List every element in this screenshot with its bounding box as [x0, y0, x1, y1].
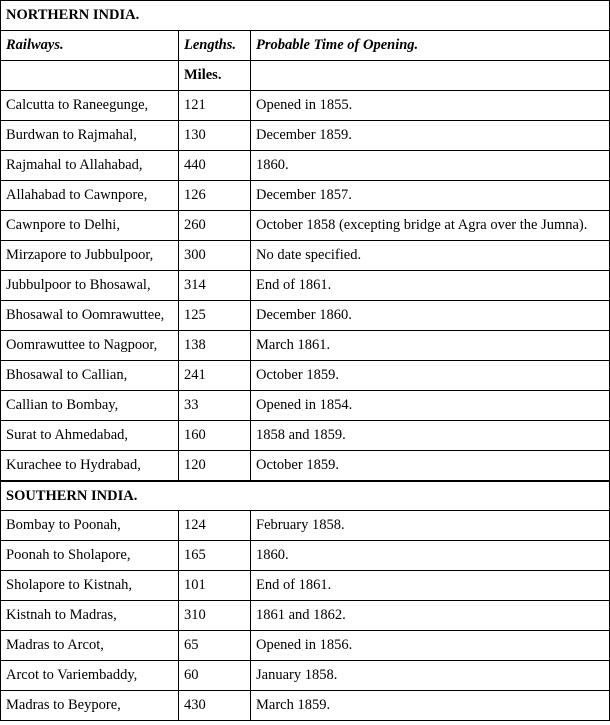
- miles-cell: 60: [179, 661, 251, 691]
- table-row: [1, 331, 610, 361]
- route-cell: Mirzapore to Jubbulpoor,: [1, 241, 179, 271]
- table-row: [1, 361, 610, 391]
- table-row: [1, 511, 610, 541]
- route-cell: Jubbulpoor to Bhosawal,: [1, 271, 179, 301]
- header-railways: Railways.: [1, 31, 179, 61]
- header-opening: Probable Time of Opening.: [251, 31, 610, 61]
- miles-cell: 314: [179, 271, 251, 301]
- opening-cell: Opened in 1856.: [251, 631, 610, 661]
- opening-cell: January 1858.: [251, 661, 610, 691]
- miles-cell: 33: [179, 391, 251, 421]
- unit-empty-cell: [251, 61, 610, 91]
- miles-cell: 165: [179, 541, 251, 571]
- header-row: [1, 31, 610, 61]
- header-lengths: Lengths.: [179, 31, 251, 61]
- miles-cell: 124: [179, 511, 251, 541]
- table-row: [1, 421, 610, 451]
- table-row: [1, 181, 610, 211]
- unit-empty-cell: [1, 61, 179, 91]
- miles-cell: 120: [179, 451, 251, 482]
- route-cell: Rajmahal to Allahabad,: [1, 151, 179, 181]
- table-row: [1, 271, 610, 301]
- table-row: [1, 661, 610, 691]
- opening-cell: No date specified.: [251, 241, 610, 271]
- miles-cell: 310: [179, 601, 251, 631]
- miles-cell: 125: [179, 301, 251, 331]
- opening-cell: October 1859.: [251, 451, 610, 482]
- table-row: [1, 301, 610, 331]
- table-row: [1, 391, 610, 421]
- section-row-southern: [1, 481, 610, 511]
- opening-cell: October 1859.: [251, 361, 610, 391]
- table-row: [1, 241, 610, 271]
- table-row: [1, 601, 610, 631]
- route-cell: Oomrawuttee to Nagpoor,: [1, 331, 179, 361]
- route-cell: Kurachee to Hydrabad,: [1, 451, 179, 482]
- table-row: [1, 91, 610, 121]
- miles-cell: 130: [179, 121, 251, 151]
- unit-label: Miles.: [179, 61, 251, 91]
- section-row-northern: [1, 1, 610, 31]
- table-row: [1, 571, 610, 601]
- miles-cell: 260: [179, 211, 251, 241]
- route-cell: Surat to Ahmedabad,: [1, 421, 179, 451]
- table-row: [1, 541, 610, 571]
- opening-cell: October 1858 (excepting bridge at Agra over the Jumna).: [251, 211, 610, 241]
- route-cell: Arcot to Variembaddy,: [1, 661, 179, 691]
- opening-cell: December 1857.: [251, 181, 610, 211]
- route-cell: Poonah to Sholapore,: [1, 541, 179, 571]
- opening-cell: 1861 and 1862.: [251, 601, 610, 631]
- opening-cell: Opened in 1855.: [251, 91, 610, 121]
- section-title-northern: NORTHERN INDIA.: [1, 1, 610, 31]
- section-title-southern: SOUTHERN INDIA.: [1, 481, 610, 511]
- opening-cell: 1860.: [251, 541, 610, 571]
- route-cell: Cawnpore to Delhi,: [1, 211, 179, 241]
- opening-cell: 1860.: [251, 151, 610, 181]
- route-cell: Madras to Arcot,: [1, 631, 179, 661]
- railways-table-body: [1, 1, 610, 721]
- route-cell: Sholapore to Kistnah,: [1, 571, 179, 601]
- table-row: [1, 691, 610, 721]
- miles-cell: 241: [179, 361, 251, 391]
- opening-cell: February 1858.: [251, 511, 610, 541]
- miles-cell: 65: [179, 631, 251, 661]
- opening-cell: Opened in 1854.: [251, 391, 610, 421]
- route-cell: Madras to Beypore,: [1, 691, 179, 721]
- miles-cell: 440: [179, 151, 251, 181]
- miles-cell: 101: [179, 571, 251, 601]
- route-cell: Bombay to Poonah,: [1, 511, 179, 541]
- miles-cell: 300: [179, 241, 251, 271]
- miles-cell: 160: [179, 421, 251, 451]
- opening-cell: March 1861.: [251, 331, 610, 361]
- miles-cell: 121: [179, 91, 251, 121]
- route-cell: Bhosawal to Oomrawuttee,: [1, 301, 179, 331]
- miles-cell: 138: [179, 331, 251, 361]
- unit-row: [1, 61, 610, 91]
- opening-cell: 1858 and 1859.: [251, 421, 610, 451]
- route-cell: Kistnah to Madras,: [1, 601, 179, 631]
- route-cell: Allahabad to Cawnpore,: [1, 181, 179, 211]
- opening-cell: December 1859.: [251, 121, 610, 151]
- route-cell: Calcutta to Raneegunge,: [1, 91, 179, 121]
- table-row: [1, 151, 610, 181]
- opening-cell: End of 1861.: [251, 571, 610, 601]
- route-cell: Bhosawal to Callian,: [1, 361, 179, 391]
- table-row: [1, 121, 610, 151]
- table-row: [1, 451, 610, 482]
- opening-cell: December 1860.: [251, 301, 610, 331]
- miles-cell: 126: [179, 181, 251, 211]
- opening-cell: End of 1861.: [251, 271, 610, 301]
- opening-cell: March 1859.: [251, 691, 610, 721]
- miles-cell: 430: [179, 691, 251, 721]
- route-cell: Burdwan to Rajmahal,: [1, 121, 179, 151]
- route-cell: Callian to Bombay,: [1, 391, 179, 421]
- table-row: [1, 631, 610, 661]
- table-row: [1, 211, 610, 241]
